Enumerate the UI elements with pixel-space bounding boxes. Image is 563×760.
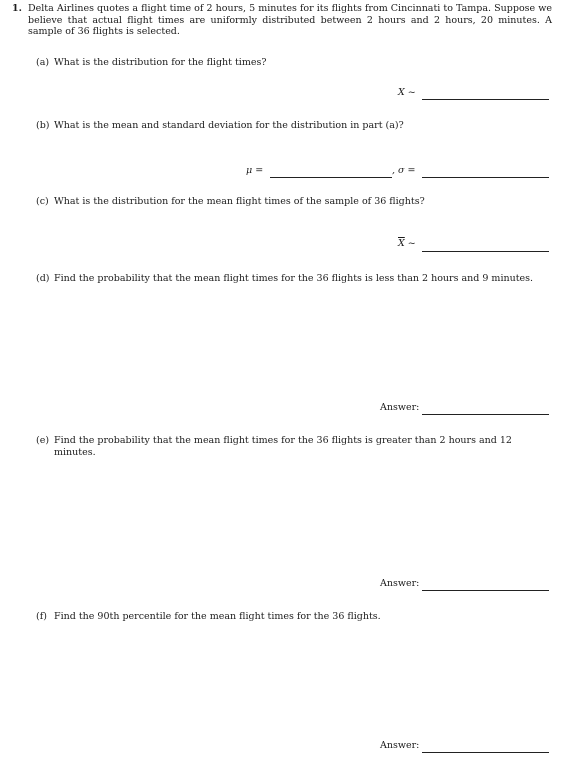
part-e-label: (e) xyxy=(36,435,50,446)
part-f-label: (f) xyxy=(36,611,47,622)
part-b-mu-prefix: μ = xyxy=(246,165,264,176)
part-b-sigma-blank[interactable] xyxy=(422,177,549,178)
part-f-question: Find the 90th percentile for the mean flight times for the 36 flights. xyxy=(54,611,381,622)
tilde-symbol: ~ xyxy=(407,238,416,249)
part-e xyxy=(36,435,551,458)
part-a-answer-prefix: X ~ xyxy=(398,87,416,98)
problem-statement xyxy=(12,3,552,38)
part-a xyxy=(36,57,551,69)
part-d-answer-label: Answer: xyxy=(380,402,420,413)
part-b xyxy=(36,120,551,132)
part-e-answer-label: Answer: xyxy=(380,578,420,589)
part-c-answer-prefix xyxy=(398,238,416,250)
part-c-label: (c) xyxy=(36,196,49,207)
part-d-question: Find the probability that the mean flight times for the 36 flights is less than 2 hours and 9 minutes. xyxy=(54,273,534,284)
part-e-question: Find the probability that the mean flight times for the 36 flights is greater than 2 hours and 12 minutes. xyxy=(54,435,512,458)
part-b-mu-blank[interactable] xyxy=(270,177,392,178)
xbar-symbol: $\overline{X}$ xyxy=(398,238,405,249)
part-a-question: What is the distribution for the flight times? xyxy=(54,57,267,68)
part-d-label: (d) xyxy=(36,273,50,284)
problem-text: Delta Airlines quotes a flight time of 2 hours, 5 minutes for its flights from Cincinnati to Tampa. Suppose we believe that actual flight times are uniformly distributed between 2 hours and 2 hours, 20 minutes. A sample of 36 flights is selected. xyxy=(28,3,552,37)
part-d-answer-blank[interactable] xyxy=(422,414,549,415)
part-b-sigma-prefix: , σ = xyxy=(392,165,416,176)
problem-number: 1. xyxy=(12,3,22,14)
part-f-answer-blank[interactable] xyxy=(422,752,549,753)
part-a-answer-blank[interactable] xyxy=(422,99,549,100)
part-f-answer-label: Answer: xyxy=(380,740,420,751)
part-b-question: What is the mean and standard deviation for the distribution in part (a)? xyxy=(54,120,404,131)
part-b-label: (b) xyxy=(36,120,50,131)
part-a-label: (a) xyxy=(36,57,50,68)
part-d xyxy=(36,273,551,285)
part-c-question: What is the distribution for the mean flight times of the sample of 36 flights? xyxy=(54,196,425,207)
part-f xyxy=(36,611,551,623)
part-c-answer-blank[interactable] xyxy=(422,251,549,252)
part-e-answer-blank[interactable] xyxy=(422,590,549,591)
part-c xyxy=(36,196,551,208)
